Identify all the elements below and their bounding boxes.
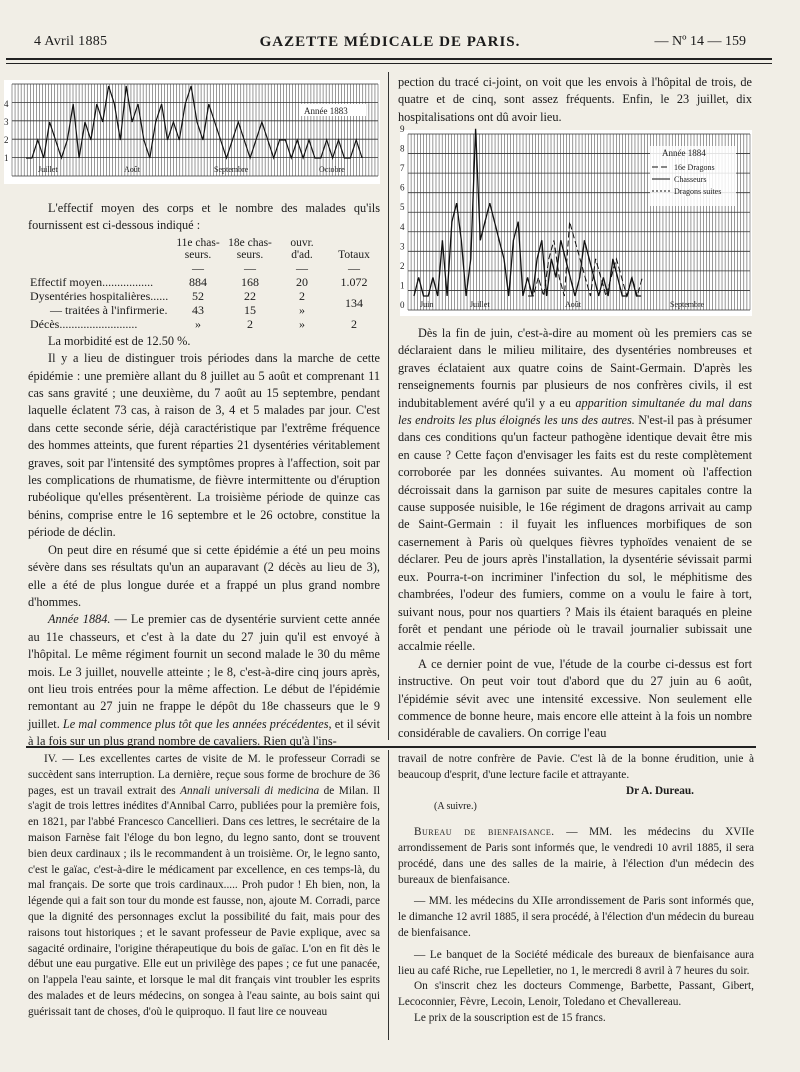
c1-month-label: Juillet <box>38 165 58 174</box>
cell: » <box>299 302 305 317</box>
text: N'est-il pas à présumer dans ces conditions qu'un facteur pathogène identique devait être mis en cause ? Cette façon d'envisager les faits est du reste complètement corroborée par les données suivantes. Au moment où l'affection décroissait dans la garnison par suite de mesures capitales contre la cause supposée nuisible, le 16e régiment de dragons arrivait au camp de Saint-Germain : il fuyait les influences morbifiques de son casernement à Paris où quelques fièvres typhoïdes venaient de se déclarer. Peu de jours après l'installation, la dysentérie sévissait parmi eux. Pourra-t-on incriminer l'infection du sol, le méphitisme des chambrées, l'odeur des fumiers, comme on a voulu le faire à tort, suivant nous, pour nos quartiers ? Mais ils étaient baraqués en pleine forêt et pendant une période où le travail journalier subissait une accalmie réelle. <box>398 413 752 654</box>
c2-y-tick: 5 <box>400 202 405 213</box>
journal-title: GAZETTE MÉDICALE DE PARIS. <box>259 34 521 50</box>
c2-legend-entry: Chasseurs <box>674 175 707 184</box>
cell: 884 <box>189 274 207 289</box>
chart-1883-svg <box>4 80 380 184</box>
c1-y-tick: 3 <box>4 117 9 127</box>
col-head-totaux: Totaux <box>338 248 370 261</box>
cell: 22 <box>244 288 256 303</box>
morbidity: La morbidité est de 12.50 %. <box>48 333 191 348</box>
table-row <box>28 275 380 289</box>
c2-month-label: Juin <box>420 300 434 309</box>
issue-date: 4 Avril 1885 <box>34 34 108 49</box>
c2-y-tick: 7 <box>400 163 405 174</box>
notice: — Le banquet de la Société médicale des bureaux de bienfaisance aura lieu au café Riche, rue Lepelletier, no 1, le mercredi 8 avril à 7 heures du soir. <box>398 948 754 977</box>
to-be-continued: (A suivre.) <box>434 801 477 813</box>
paragraph: A ce dernier point de vue, l'étude de la courbe ci-dessus est fort instructive. On peut voir tout d'abord que du 27 juin au 6 août, l'épidémie sévit avec une intensité excessive. Non seulement elle commence de bonne heure, mais encore elle atteint à la fois un nombre considérable de cavaliers. On corrige l'eau <box>398 656 752 741</box>
cell: 2 <box>351 316 357 331</box>
cell: 20 <box>296 274 308 289</box>
row-label: Décès.......................... <box>30 316 138 331</box>
cell: 43 <box>192 302 204 317</box>
row-label: — traitées à l'infirmerie. <box>50 302 168 317</box>
header-rule-2 <box>6 63 772 64</box>
chart-1884-svg <box>400 124 752 316</box>
text: de Milan. Il s'agit de trois lettres inédites d'Annibal Carro, publiées pour la première fois, en 1821, par l'abbé Francesco Cancellieri. Dans ces lettres, le secrétaire de la maison Farnèse fait l'éloge du bon legno, du legno santo, dont se trouvent bien deux cardinaux ; ils le recommandent à un troisième. Or, le legno santo, c'est le gaïac, c'est-à-dire le médicament par excellence, en ces temps-là, du mal français. De sorte que trois cardinaux..... Proh pudor ! Eh bien, non, la légende qui a fait son tour du monde est fausse, non, ajoute M. Corradi, parce que la dignité des personnages exclut la possibilité du fait, mais pour des raisons tout historiques ; et le savant professeur de Pavie explique, avec sa sagacité ordinaire, l'origine thérapeutique du bois de gaïac. L'on en fit dès le début une eau purgative. Elle eut un privilège des papes ; ce fut une panacée, on l'appela l'eau sainte, et lorsque le mal dit français vint troubler les esprits des malades et de leurs médecins, on songea à l'eau sainte, au bois saint qui guérissait tant de choses, d'où le quiproquo. Il faut lire ce nouveau <box>28 784 380 1018</box>
table-row <box>28 289 380 303</box>
stats-table: 11e chas- seurs. 18e chas- seurs. ouvr. d'ad. Totaux — — — — Effectif moyen................. 884 168 20 1.072 Dysentéries hospitalières...... 52 22 2 134 — traitées à l'infirmerie. 43 15 » Décès.......................... » 2 » 2 <box>28 237 380 331</box>
text: , et il sévit à la fois sur un plus grand nombre de cavaliers. Rien qu'à l'ins- <box>28 716 380 749</box>
c2-y-tick: 1 <box>400 280 405 291</box>
col-head-ouvr: ouvr. d'ad. <box>290 236 314 261</box>
text: IV. — Les excellentes cartes de visite de M. le professeur Corradi se succèdent sans interruption. La dernière, reçue sous forme de brochure de 36 pages, est un travail extrait des <box>28 753 380 797</box>
paragraph <box>398 325 752 656</box>
italic-text: Annali universali di medicina <box>180 784 320 797</box>
c2-month-label: Juillet <box>470 300 490 309</box>
row-label: Dysentéries hospitalières...... <box>30 288 169 303</box>
cell: 1.072 <box>340 274 368 289</box>
paragraph <box>28 611 380 750</box>
cell: 2 <box>247 316 253 331</box>
table-row <box>28 303 380 317</box>
col-head-11: 11e chas- seurs. <box>176 236 220 261</box>
c2-legend-entry: Dragons suites <box>674 187 722 196</box>
text: Dès la fin de juin, c'est-à-dire au moment où les premiers cas se déclaraient dans le milieu militaire, des dysentéries nombreuses et graves éclataient aux quatre coins de Saint-Germain. D'après les renseignements fournis par plusieurs de nos confrères civils, il est indubitablement avéré qu'il y a eu <box>398 326 752 410</box>
signature: Dr A. Dureau. <box>626 784 694 797</box>
text: — MM. les médecins du XVIIe arrondissement de Paris sont informés que, le vendredi 10 avril 1885, il sera procédé, dans une des salles de la mairie, à l'élection d'un médecin des bureaux de bienfaisance. <box>398 826 754 886</box>
c1-legend: Année 1883 <box>304 106 348 116</box>
paragraph: On peut dire en résumé que si cette épidémie a été un peu moins sévère dans ses résultats qu'un an auparavant (2 décès au lieu de 3), elle a été de plus longue durée et a frappé un plus grand nombre d'hommes. <box>28 542 380 609</box>
c2-y-tick: 8 <box>400 143 405 154</box>
italic-text: apparition simultanée du mal dans les endroits les plus éloignés les uns des autres. <box>398 395 752 428</box>
c1-month-label: Octobre <box>319 165 345 174</box>
c1-series-line <box>26 86 362 158</box>
col-head-18: 18e chas- seurs. <box>228 236 272 261</box>
right-column-cont <box>398 325 752 743</box>
italic-text: Le mal commence plus tôt que les années précédentes <box>62 716 329 731</box>
notice: On s'inscrit chez les docteurs Commenge, Barbette, Passant, Gibert, Lecoconnier, Fèvre, Lecoin, Lenoir, Toledano et Chevallereau. <box>398 980 754 1009</box>
c2-y-tick: 0 <box>400 300 405 310</box>
left-column <box>28 200 380 751</box>
c2-y-tick: 4 <box>400 221 405 232</box>
page-header <box>34 30 746 52</box>
chart-1884 <box>400 124 752 316</box>
c1-month-label: Août <box>124 165 140 174</box>
page-number: — Nº 14 — 159 <box>654 34 746 49</box>
c2-month-label: Septembre <box>670 300 705 309</box>
column-divider-low <box>388 750 389 1040</box>
column-divider <box>388 72 389 740</box>
cell-total-brace: 134 <box>345 295 363 310</box>
chart-1883 <box>4 80 380 184</box>
paragraph: Il y a lieu de distinguer trois périodes dans la marche de cette épidémie : une première allant du 8 juillet au 5 août et comprenant 11 cas sans gravité ; une deuxième, du 7 août au 15 septembre, pendant laquelle éclatent 73 cas, à raison de 3, 4 et 5 malades par jour. C'est dans cette seconde série, déjà caractéristique par l'extrême fréquence des hommes atteints, que furent réparties 21 dysentéries véritablement graves, soit par l'intensité des symptômes propres à l'affection, soit par les complications de rhumatisme, de fièvre intermittente ou d'éruption rubéolique qu'elles présentèrent. La troisième période de quinze cas bénins, comprise entre le 16 septembre et le 26 octobre, constitue la période de déclin. <box>28 351 380 540</box>
c1-y-tick: 1 <box>4 153 9 163</box>
c2-y-tick: 9 <box>400 124 405 134</box>
cell: 2 <box>299 288 305 303</box>
lower-left-column <box>28 752 380 1021</box>
cell: 168 <box>241 274 259 289</box>
cell: 15 <box>244 302 256 317</box>
c2-legend: Année 1884 <box>662 148 706 158</box>
right-column <box>398 74 752 126</box>
header-rule <box>6 58 772 60</box>
stats-intro: L'effectif moyen des corps et le nombre des malades qu'ils fournissent est ci-dessous indiqué : <box>28 201 380 233</box>
paragraph: pection du tracé ci-joint, on voit que les envois à l'hôpital de trois, de quatre et de cinq, sont assez fréquents. Enfin, le 23 juillet, dix hospitalisations ont dû avoir lieu. <box>398 75 752 124</box>
c1-y-tick: 2 <box>4 135 9 145</box>
c2-legend-entry: 16e Dragons <box>674 163 715 172</box>
row-label: Effectif moyen................. <box>30 274 154 289</box>
notice: Le prix de la souscription est de 15 francs. <box>414 1011 606 1024</box>
notice <box>398 825 754 888</box>
c2-month-label: Août <box>565 300 581 309</box>
section-rule <box>26 746 756 748</box>
paragraph <box>28 752 380 1021</box>
c2-y-tick: 3 <box>400 241 405 252</box>
notice-heading: Bureau de bienfaisance. <box>414 826 555 839</box>
paragraph: travail de notre confrère de Pavie. C'est là de la bonne érudition, unie à beaucoup d'esprit, d'une lecture facile et attrayante. <box>398 753 754 781</box>
notice: — MM. les médecins du XIIe arrondissement de Paris sont informés que, le dimanche 12 avril 1885, il sera procédé, à l'élection d'un médecin du bureau de bienfaisance. <box>398 895 754 939</box>
cell: » <box>299 316 305 331</box>
c1-month-label: Septembre <box>214 165 249 174</box>
lower-right-column <box>398 752 754 1027</box>
section-heading: Année 1884. <box>48 612 111 627</box>
text: — Le premier cas de dysentérie survient cette année au 11e chasseurs, et c'est à la date du 27 juin qu'il est envoyé à l'hôpital. Le même régiment fournit un second malade le 30 du même mois. Le 3 juillet, nouvelle atteinte ; le 8, c'est-à-dire cinq jours après, ont lieu trois entrées pour la même affection. Le début de l'épidémie remontant au 27 juin ne frappe le dépôt du 18e chasseurs que le 9 juillet. <box>28 612 380 731</box>
c1-y-tick: 4 <box>4 99 9 109</box>
c2-y-tick: 2 <box>400 260 405 271</box>
cell: » <box>195 316 201 331</box>
c2-y-tick: 6 <box>400 182 405 193</box>
cell: 52 <box>192 288 204 303</box>
table-row <box>28 317 380 331</box>
